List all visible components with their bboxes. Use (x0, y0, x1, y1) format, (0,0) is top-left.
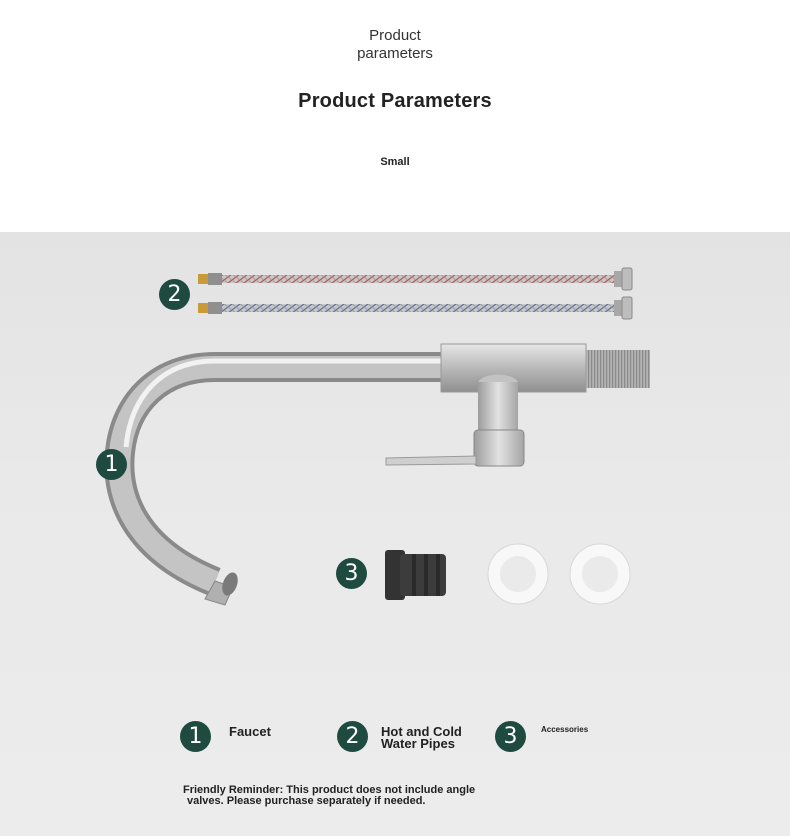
callout-badge-accessories: 3 (336, 558, 367, 589)
section-kicker (0, 27, 790, 63)
hot-water-pipe (198, 268, 632, 290)
callout-badge-faucet: 1 (96, 449, 127, 480)
faucet (119, 344, 650, 605)
callout-badge-pipes: 2 (159, 279, 190, 310)
legend-label-pipes-line-2: Water Pipes (381, 736, 455, 751)
accessories (385, 544, 630, 604)
header-section (0, 0, 790, 232)
page-title: Product Parameters (298, 90, 492, 112)
cold-water-pipe (198, 297, 632, 319)
size-label: Small (380, 156, 410, 168)
reminder-line-1: Friendly Reminder: This product does not include angle (183, 784, 476, 796)
legend-badge-1: 1 (180, 721, 211, 752)
legend-label-faucet: Faucet (229, 724, 271, 739)
legend-label-accessories: Accessories (541, 725, 589, 734)
legend-label-pipes-line-1: Hot and Cold (381, 724, 462, 739)
friendly-reminder (183, 785, 543, 807)
kicker-line-2: parameters (357, 45, 433, 62)
kicker-line-1: Product (369, 27, 421, 44)
legend-badge-3: 3 (495, 721, 526, 752)
reminder-line-2: valves. Please purchase separately if needed. (187, 795, 426, 807)
legend-badge-2: 2 (337, 721, 368, 752)
legend-label-pipes (381, 726, 462, 750)
